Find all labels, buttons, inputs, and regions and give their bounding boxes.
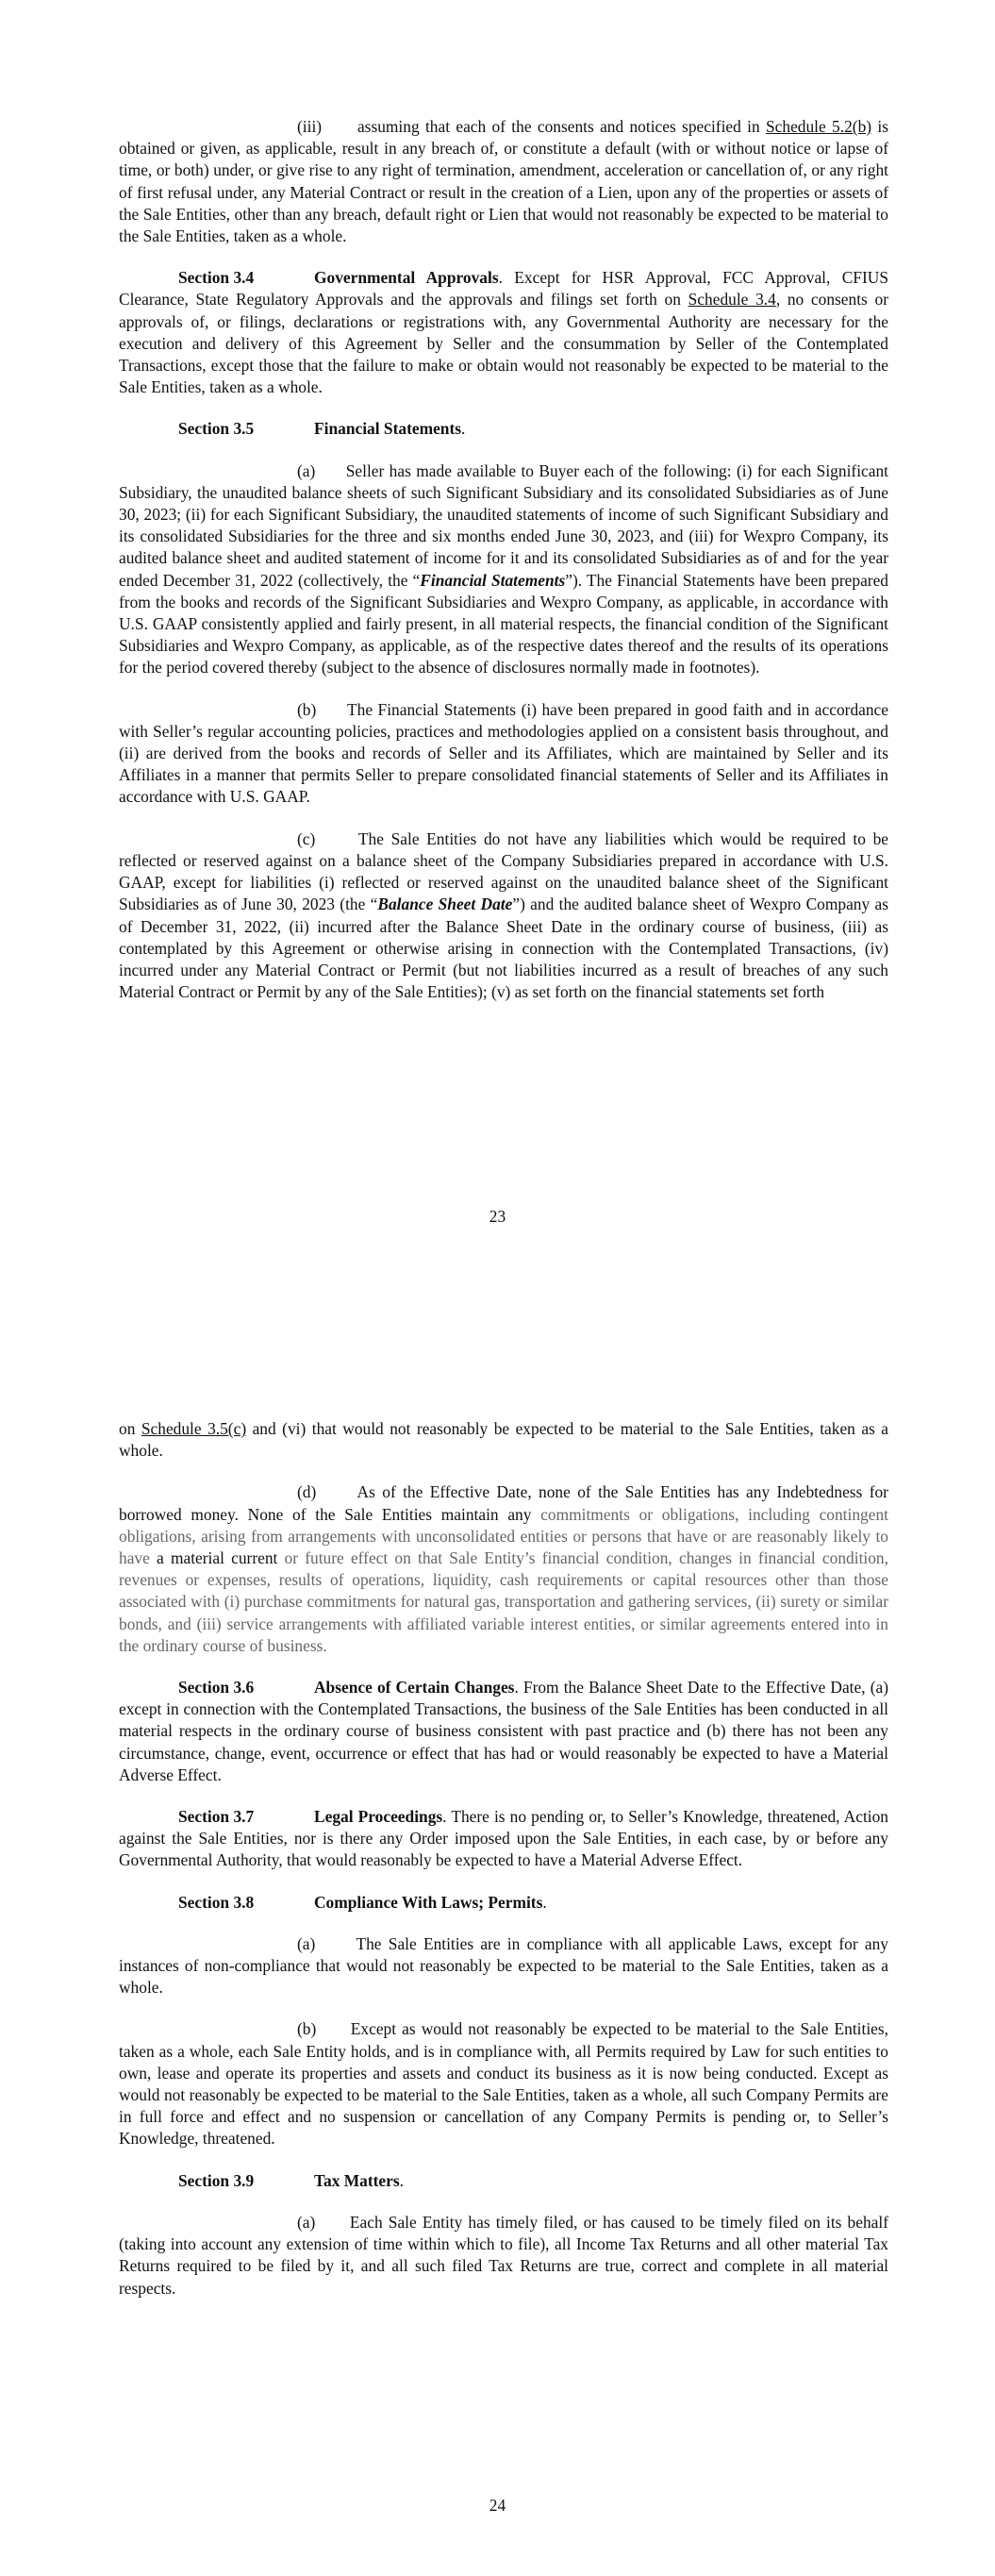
section-3-8-title: Compliance With Laws; Permits — [314, 1892, 543, 1912]
page-number: 24 — [489, 2496, 506, 2515]
schedule-ref-3-5-c: Schedule 3.5(c) — [141, 1419, 247, 1438]
clause-continued-text-1: on — [119, 1419, 141, 1438]
clause-3-5-a-text-2: ”). The Financial Statements have been prepared from the books and records of the Significant Subsidiaries and Wexpro Company, as applicable, in accordance with U.S. GAAP consistently applied and fairly present, in all material respects, the financial condition of the Significant Subsidiaries and Wexpro Company, as applicable, as of the respective dates thereof and the results of its operations for the period covered thereby (subject to the absence of disclosures normally made in footnotes). — [119, 570, 888, 677]
clause-3-5-d-label: (d) — [297, 1482, 317, 1502]
section-3-8-number: Section 3.8 — [178, 1892, 255, 1912]
page-24-body — [119, 1418, 888, 2319]
clause-3-8-a-text: The Sale Entities are in compliance with all applicable Laws, except for any instances of non-compliance that would not reasonably be expected to be material to the Sale Entities, taken as a whole. — [119, 1933, 888, 1998]
clause-3-5-d — [119, 1481, 888, 1657]
section-3-9-period: . — [399, 2170, 404, 2190]
clause-3-5-b-text: The Financial Statements (i) have been prepared in good faith and in accordance with Seller’s regular accounting policies, practices and methodologies applied on a consistent basis throughout, and (ii) are derived from the books and records of Seller and its Affiliates, which are maintained by Seller and its Affiliates in a manner that permits Seller to prepare consolidated financial statements of Seller and its Affiliates in accordance with U.S. GAAP. — [119, 699, 888, 807]
clause-3-5-c — [119, 828, 888, 1004]
clause-3-5-c-text-2: ”) and the audited balance sheet of Wexpro Company as of December 31, 2022, (ii) incurred after the Balance Sheet Date in the ordinary course of business, (iii) as contemplated by this Agreement or otherwise arising in connection with the Contemplated Transactions, (iv) incurred under any Material Contract or Permit (but not liabilities incurred as a result of breaches of any such Material Contract or Permit by any of the Sale Entities); (v) as set forth on the financial statements set forth — [119, 895, 888, 1002]
section-3-5-number: Section 3.5 — [178, 419, 255, 439]
clause-3-5-d-text-4: or future effect on that Sale Entity’s financial condition, changes in financial condition, revenues or expenses, results of operations, liquidity, cash requirements or capital resources other than those associated with (i) purchase commitments for natural gas, transportation and gathering services, (ii) surety or similar bonds, and (iii) service arrangements with affiliated variable interest entities, or similar agreements entered into in the ordinary course of business. — [119, 1548, 888, 1655]
section-3-4-text-2: , no consents or approvals of, or filings, declarations or registrations with, any Governmental Authority are necessary for the execution and delivery of this Agreement by Seller and the consummation by Seller of the Contemplated Transactions, except those that the failure to make or obtain would not reasonably be expected to be material to the Sale Entities, taken as a whole. — [119, 290, 888, 397]
section-3-5-period: . — [461, 419, 466, 439]
schedule-ref-5-2-b: Schedule 5.2(b) — [765, 117, 872, 136]
section-3-4-title: Governmental Approvals — [314, 268, 499, 288]
clause-3-5-c-label: (c) — [297, 828, 316, 848]
section-3-7-text: . There is no pending or, to Seller’s Knowledge, threatened, Action against the Sale Entities, nor is there any Order imposed upon the Sale Entities, in each case, by or before any Governmental Authority, that would reasonably be expected to have a Material Adverse Effect. — [119, 1807, 888, 1870]
section-3-8-period: . — [542, 1892, 547, 1912]
clause-3-8-b-label: (b) — [297, 2019, 317, 2039]
clause-3-5-d-text-2: commitments or obligations, including contingent obligations, arising from arrangements with unconsolidated entities or persons that have or are reasonably likely to have — [119, 1504, 888, 1568]
clause-iii — [119, 116, 888, 247]
clause-iii-label: (iii) — [297, 117, 323, 136]
clause-3-5-a-label: (a) — [297, 460, 316, 480]
clause-3-5-a — [119, 460, 888, 679]
clause-3-5-a-text-1: Seller has made available to Buyer each of the following: (i) for each Significant Subsidiary, the unaudited balance sheets of such Significant Subsidiary and its consolidated Subsidiaries as of June 30, 2023; (ii) for each Significant Subsidiary, the unaudited statements of income of such Significant Subsidiary and its consolidated Subsidiaries for the three and six months ended June 30, 2023, and (iii) for Wexpro Company, its audited balance sheet and audited statement of income for it and its consolidated Subsidiaries as of and for the year ended December 31, 2022 (collectively, the “ — [119, 460, 888, 590]
clause-3-8-a-label: (a) — [297, 1933, 316, 1953]
clause-3-8-a — [119, 1933, 888, 1999]
clause-3-5-b-label: (b) — [297, 699, 317, 719]
section-3-6-number: Section 3.6 — [178, 1678, 255, 1698]
page-24 — [0, 1288, 995, 2576]
section-3-6-text: . From the Balance Sheet Date to the Effective Date, (a) except in connection with the Contemplated Transactions, the business of the Sale Entities has been conducted in all material respects in the ordinary course of business consistent with past practice and (b) there has not been any circumstance, change, event, occurrence or effect that has had or would reasonably be expected to have a Material Adverse Effect. — [119, 1678, 888, 1784]
clause-iii-text-2: is obtained or given, as applicable, result in any breach of, or constitute a default (with or without notice or lapse of time, or both) under, or give rise to any right of termination, amendment, acceleration or cancellation of, or any right of first refusal under, any Material Contract or result in the creation of a Lien, upon any of the properties or assets of the Sale Entities, other than any breach, default right or Lien that would not reasonably be expected to be material to the Sale Entities, taken as a whole. — [119, 117, 888, 246]
page-23-body — [119, 116, 888, 1023]
section-3-5 — [119, 418, 888, 440]
section-3-5-title: Financial Statements — [314, 419, 462, 439]
section-3-7 — [119, 1806, 888, 1872]
clause-3-8-b-text: Except as would not reasonably be expected to be material to the Sale Entities, taken as a whole, each Sale Entity holds, and is in compliance with, all Permits required by Law for such entities to own, lease and operate its properties and assets and conduct its business as it is now being conducted. Except as would not reasonably be expected to be material to the Sale Entities, taken as a whole, all such Company Permits are in full force and effect and no suspension or cancellation of any Company Permits is pending or, to Seller’s Knowledge, threatened. — [119, 2019, 888, 2149]
page-number: 23 — [489, 1207, 506, 1226]
section-3-7-title: Legal Proceedings — [314, 1807, 443, 1827]
schedule-ref-3-4: Schedule 3.4 — [688, 290, 776, 309]
section-3-9-number: Section 3.9 — [178, 2170, 255, 2190]
clause-3-5-b — [119, 699, 888, 809]
section-3-4-number: Section 3.4 — [178, 268, 255, 288]
clause-3-9-a — [119, 2212, 888, 2300]
clause-3-9-a-label: (a) — [297, 2212, 316, 2232]
defined-term-balance-sheet-date: Balance Sheet Date — [377, 895, 513, 914]
section-3-9-title: Tax Matters — [314, 2170, 400, 2190]
defined-term-financial-statements: Financial Statements — [420, 570, 566, 590]
clause-iii-text-1: assuming that each of the consents and notices specified in — [357, 117, 766, 136]
section-3-6-title: Absence of Certain Changes — [314, 1678, 515, 1698]
clause-3-8-b — [119, 2018, 888, 2149]
clause-continued-text-2: and (vi) that would not reasonably be expected to be material to the Sale Entities, taken as a whole. — [119, 1419, 888, 1461]
section-3-8 — [119, 1892, 888, 1914]
section-3-4 — [119, 267, 888, 398]
clause-3-5-d-text-3: a material current — [157, 1548, 278, 1568]
section-3-6 — [119, 1677, 888, 1786]
clause-3-5-c-continued — [119, 1418, 888, 1462]
clause-3-5-d-text-1: As of the Effective Date, none of the Sale Entities has any Indebtedness for borrowed money. None of the Sale Entities maintain any — [119, 1482, 888, 1524]
clause-3-9-a-text: Each Sale Entity has timely filed, or has caused to be timely filed on its behalf (taking into account any extension of time within which to file), all Income Tax Returns and all other material Tax Returns required to be filed by it, and all such filed Tax Returns are true, correct and complete in all material respects. — [119, 2212, 888, 2298]
section-3-7-number: Section 3.7 — [178, 1807, 255, 1827]
section-3-9 — [119, 2170, 888, 2192]
clause-3-5-c-text-1: The Sale Entities do not have any liabilities which would be required to be reflected or reserved against on a balance sheet of the Company Subsidiaries prepared in accordance with U.S. GAAP, except for liabilities (i) reflected or reserved against on the unaudited balance sheet of the Significant Subsidiaries as of June 30, 2023 (the “ — [119, 828, 889, 914]
section-3-4-text-1: . Except for HSR Approval, FCC Approval, CFIUS Clearance, State Regulatory Approvals and the approvals and filings set forth on — [119, 268, 888, 309]
